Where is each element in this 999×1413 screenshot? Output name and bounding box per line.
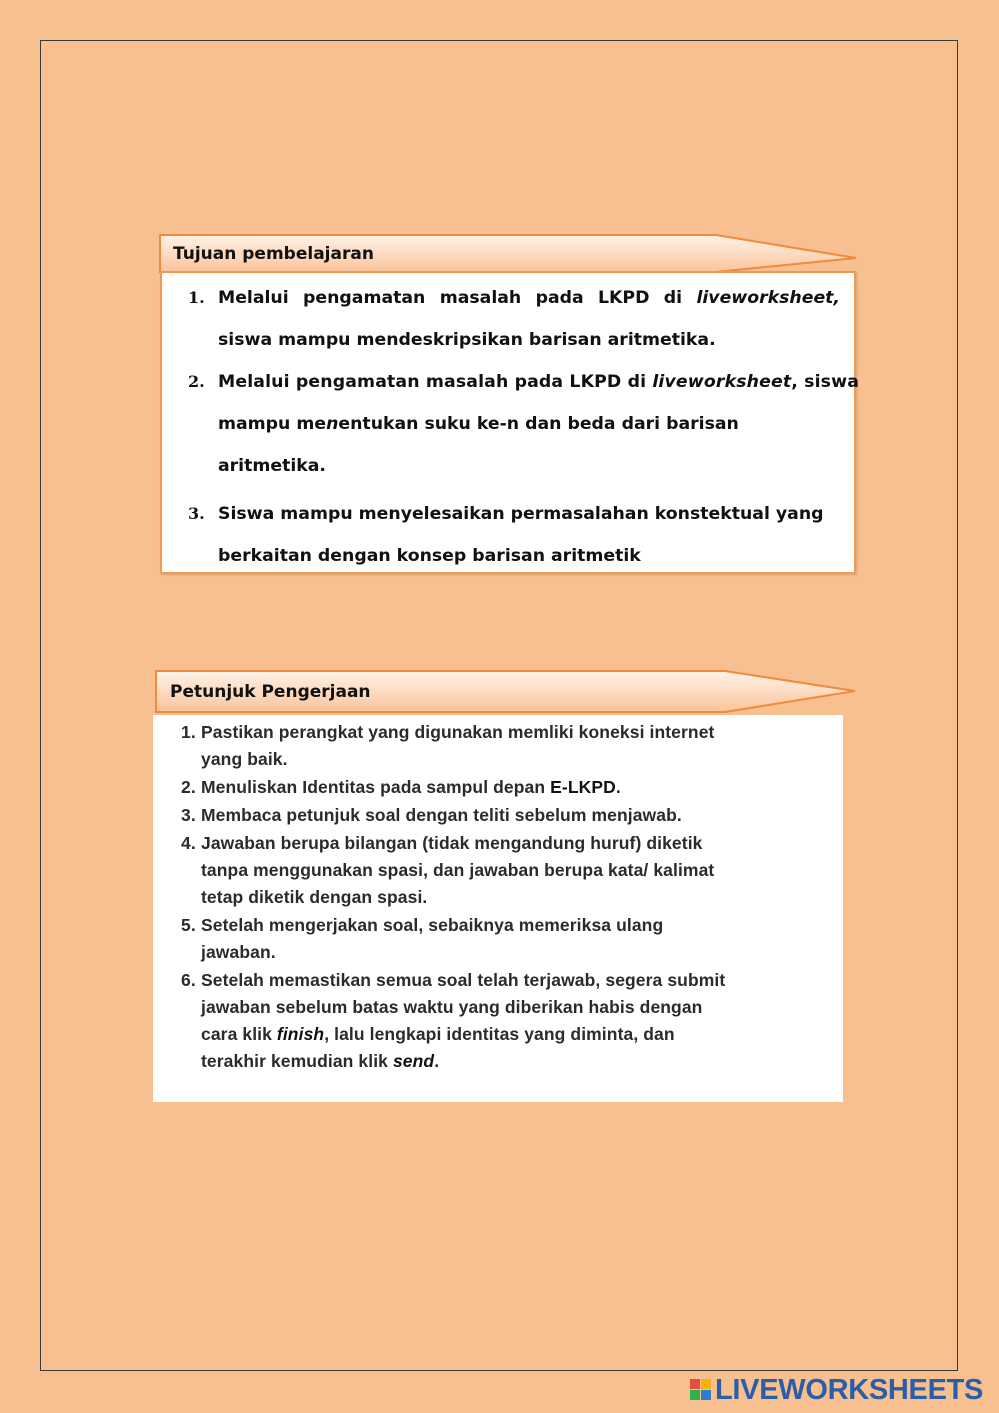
instruction-line: terakhir kemudian klik send. — [201, 1051, 440, 1071]
word: di — [663, 288, 683, 308]
instructions-header — [155, 670, 859, 714]
word-italic: liveworksheet, — [696, 288, 840, 308]
emphasis: E-LKPD — [550, 777, 616, 797]
objective-number: 1. — [188, 288, 205, 307]
objective-line-justified — [218, 288, 840, 308]
instruction-line: jawaban. — [201, 942, 276, 962]
objectives-title: Tujuan pembelajaran — [173, 244, 374, 264]
instruction-number: 2. — [181, 777, 196, 797]
logo-square-green — [690, 1390, 700, 1400]
emphasis: finish — [276, 1024, 325, 1044]
word: Melalui — [218, 288, 289, 308]
logo-mark-icon — [690, 1379, 712, 1401]
instruction-line: Menuliskan Identitas pada sampul depan E-LKPD. — [201, 777, 621, 797]
instruction-line: Membaca petunjuk soal dengan teliti sebelum menjawab. — [201, 805, 682, 825]
instruction-number: 4. — [181, 833, 196, 853]
emphasis: send — [392, 1051, 435, 1071]
logo-text: LIVEWORKSHEETS — [715, 1373, 984, 1406]
objective-line: Siswa mampu menyelesaikan permasalahan konstektual yang — [218, 504, 824, 524]
instruction-line: jawaban sebelum batas waktu yang diberikan habis dengan — [201, 997, 703, 1017]
instructions-box — [153, 715, 843, 1102]
objective-line: berkaitan dengan konsep barisan aritmetik — [218, 546, 641, 566]
logo-square-yellow — [701, 1379, 711, 1389]
instruction-line: tanpa menggunakan spasi, dan jawaban berupa kata/ kalimat — [201, 860, 715, 880]
word: pengamatan — [303, 288, 426, 308]
instruction-line: cara klik finish, lalu lengkapi identitas yang diminta, dan — [201, 1024, 675, 1044]
instruction-line: Pastikan perangkat yang digunakan memliki koneksi internet — [201, 722, 715, 742]
objective-line: siswa mampu mendeskripsikan barisan aritmetika. — [218, 330, 716, 350]
instruction-line: Setelah memastikan semua soal telah terjawab, segera submit — [201, 970, 726, 990]
instructions-title: Petunjuk Pengerjaan — [170, 682, 371, 702]
word: masalah — [439, 288, 522, 308]
instruction-line: Setelah mengerjakan soal, sebaiknya memeriksa ulang — [201, 915, 664, 935]
objectives-box — [160, 271, 860, 574]
word: LKPD — [598, 288, 650, 308]
emphasis: n — [326, 414, 339, 434]
instruction-number: 6. — [181, 970, 196, 990]
objective-number: 2. — [188, 372, 205, 391]
instruction-line: Jawaban berupa bilangan (tidak mengandung huruf) diketik — [201, 833, 703, 853]
objective-line: Melalui pengamatan masalah pada LKPD di liveworksheet, siswa — [218, 372, 860, 392]
objective-line: mampu menentukan suku ke-n dan beda dari barisan — [218, 414, 739, 434]
objectives-header — [159, 234, 859, 274]
word: pada — [535, 288, 584, 308]
emphasis: liveworksheet — [652, 372, 792, 392]
liveworksheets-logo[interactable] — [690, 1374, 983, 1406]
instruction-number: 1. — [181, 722, 196, 742]
instruction-line: tetap diketik dengan spasi. — [201, 887, 428, 907]
logo-square-red — [690, 1379, 700, 1389]
instruction-line: yang baik. — [201, 749, 288, 769]
instruction-number: 3. — [181, 805, 196, 825]
objective-line: aritmetika. — [218, 456, 326, 476]
instruction-number: 5. — [181, 915, 196, 935]
logo-square-blue — [701, 1390, 711, 1400]
objective-number: 3. — [188, 504, 205, 523]
